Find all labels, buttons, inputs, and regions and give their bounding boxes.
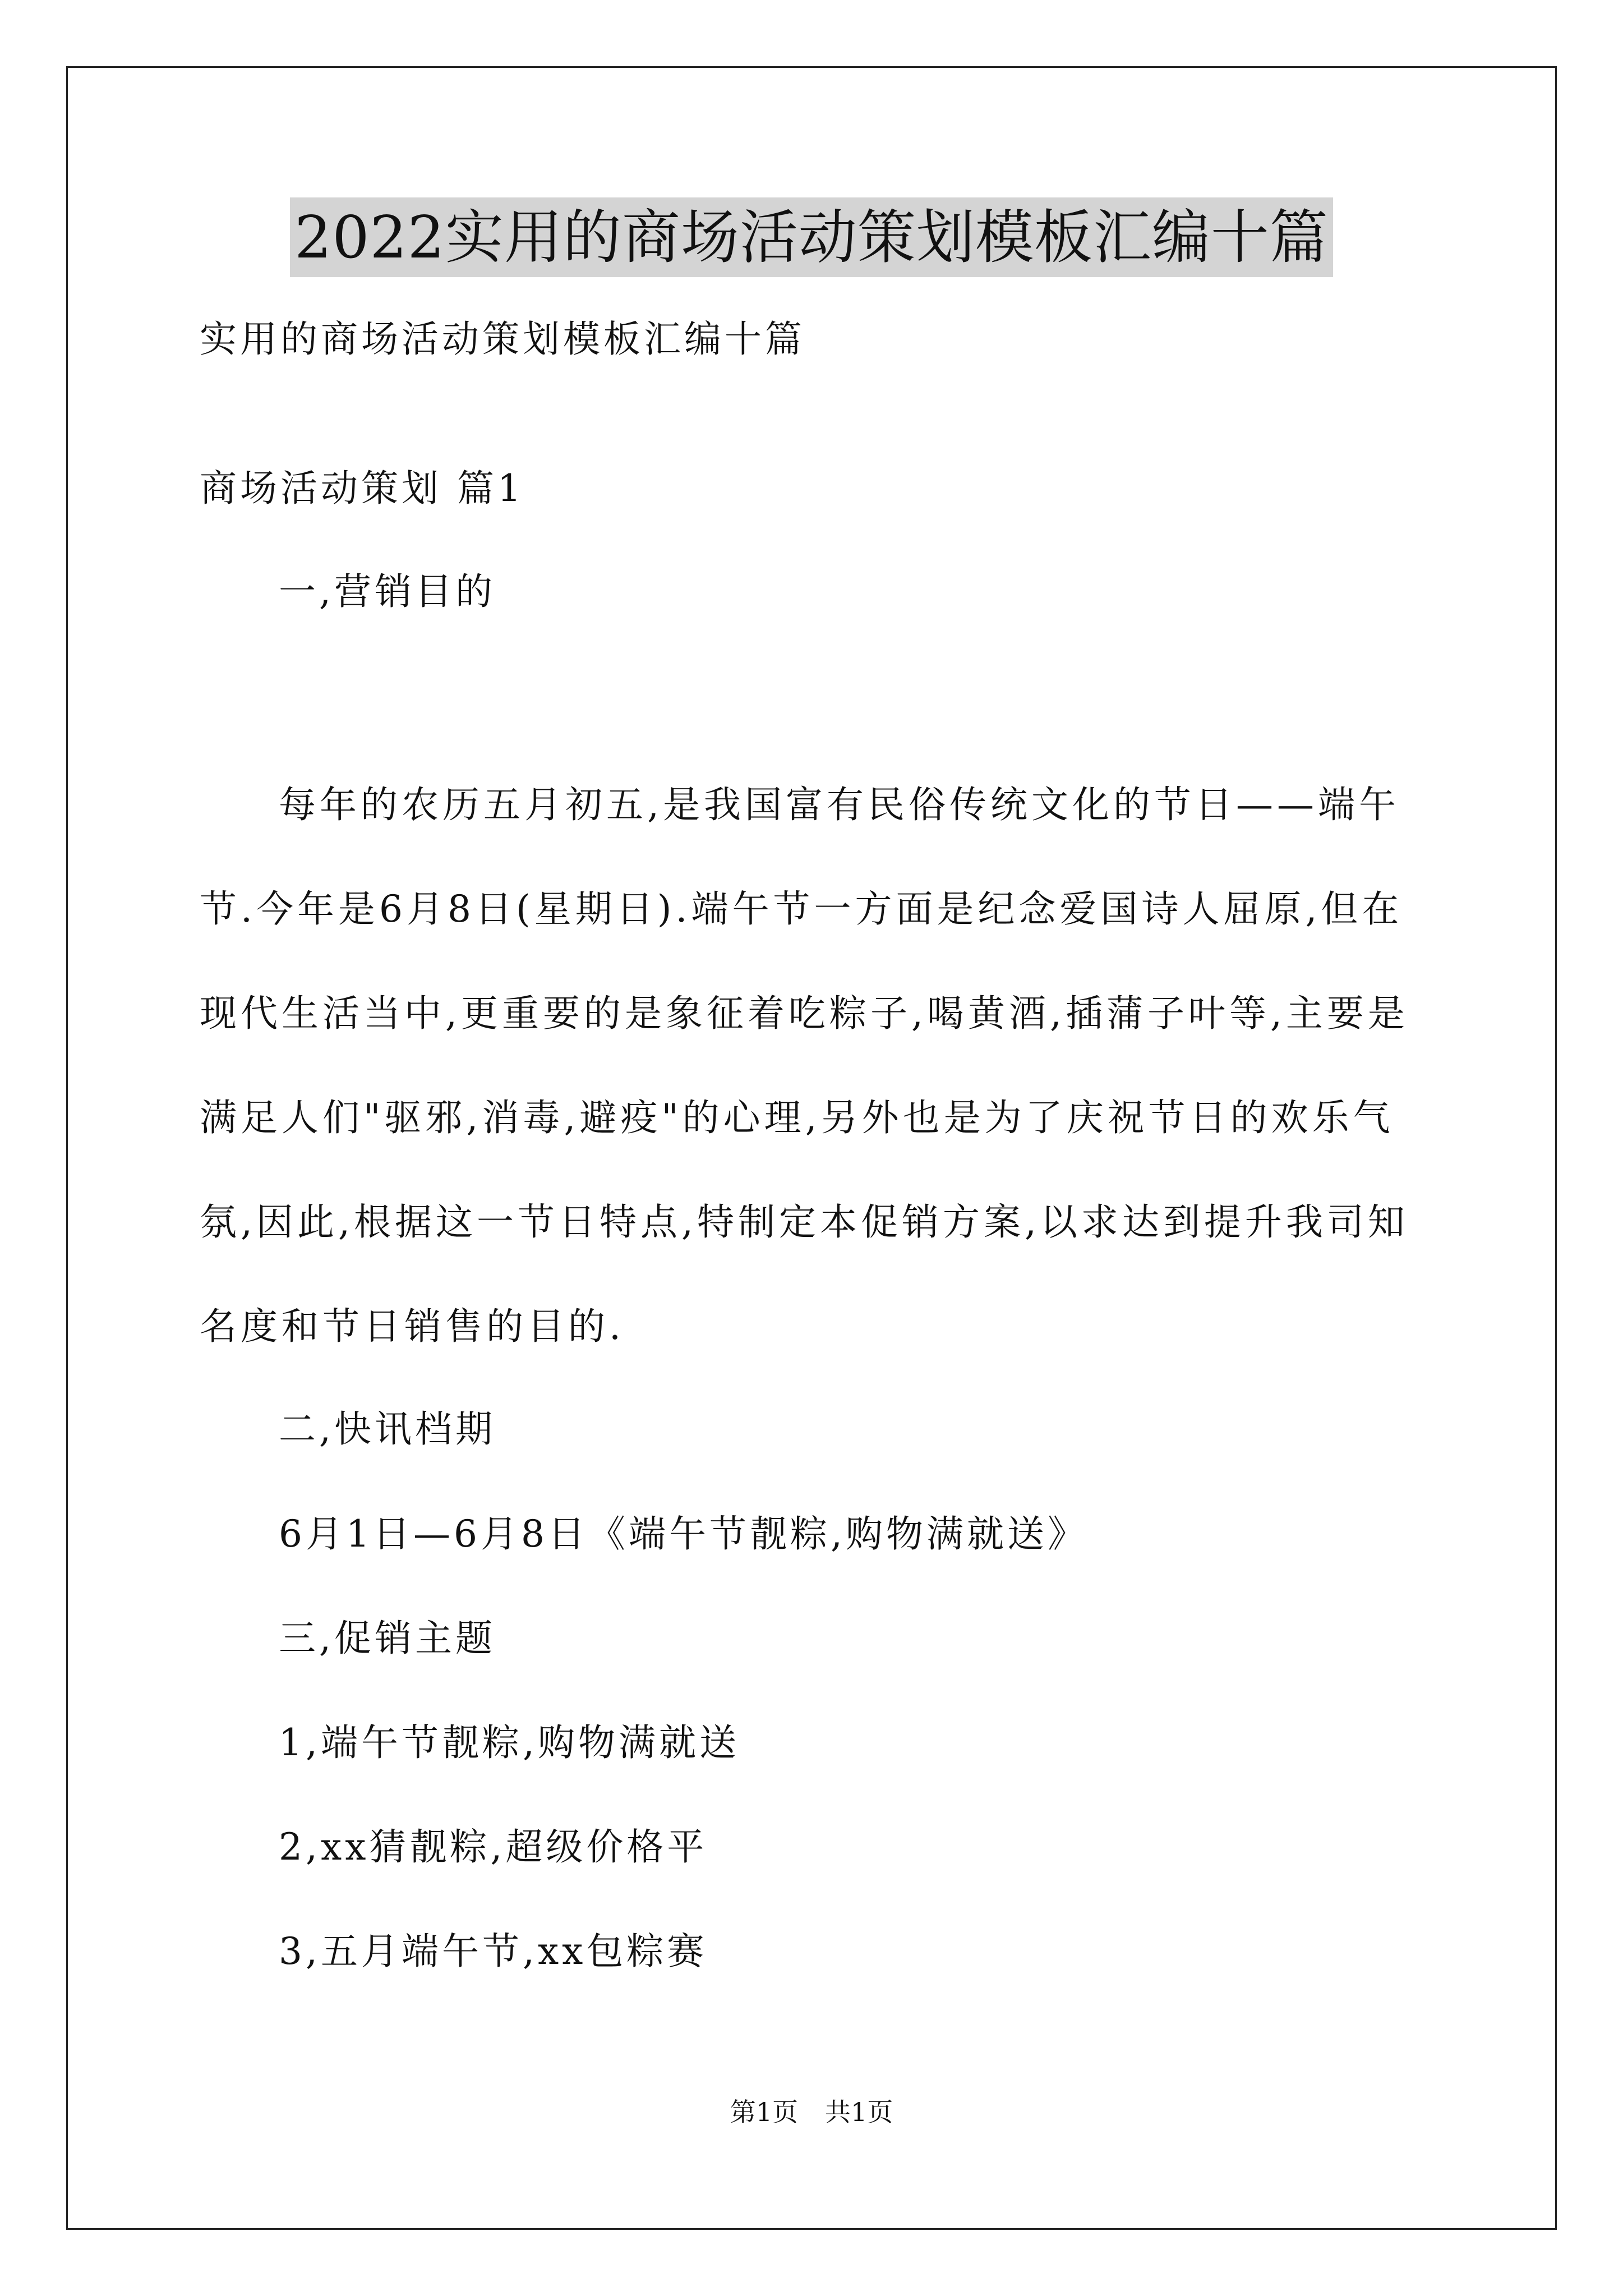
paragraph-line: 节.今年是6月8日(星期日).端午节一方面是纪念爱国诗人屈原,但在 <box>200 887 1403 931</box>
document-title: 2022实用的商场活动策划模板汇编十篇 <box>290 197 1333 277</box>
marketing-goal-paragraph <box>200 780 1428 1397</box>
paragraph-line: 名度和节日销售的目的. <box>200 1305 625 1348</box>
theme-item: 3,五月端午节,xx包粽赛 <box>279 1930 708 1973</box>
title-container <box>0 197 1623 277</box>
page-total: 共1页 <box>825 2097 893 2127</box>
paragraph-line: 每年的农历五月初五,是我国富有民俗传统文化的节日——端午 <box>279 783 1400 826</box>
theme-item: 2,xx猜靓粽,超级价格平 <box>279 1825 708 1869</box>
heading-schedule: 二,快讯档期 <box>279 1407 496 1451</box>
section-heading: 商场活动策划 篇1 <box>200 467 524 510</box>
paragraph-line: 现代生活当中,更重要的是象征着吃粽子,喝黄酒,插蒲子叶等,主要是 <box>200 992 1409 1035</box>
theme-item: 1,端午节靓粽,购物满就送 <box>279 1721 740 1764</box>
schedule-text: 6月1日—6月8日《端午节靓粽,购物满就送》 <box>279 1512 1088 1556</box>
heading-promotion-theme: 三,促销主题 <box>279 1617 496 1660</box>
document-subtitle: 实用的商场活动策划模板汇编十篇 <box>200 318 805 361</box>
page-footer <box>0 2095 1623 2129</box>
paragraph-line: 氛,因此,根据这一节日特点,特制定本促销方案,以求达到提升我司知 <box>200 1200 1409 1244</box>
page-number: 第1页 <box>730 2097 798 2127</box>
heading-marketing-goal: 一,营销目的 <box>279 570 496 613</box>
paragraph-line: 满足人们"驱邪,消毒,避疫"的心理,另外也是为了庆祝节日的欢乐气 <box>200 1096 1394 1139</box>
